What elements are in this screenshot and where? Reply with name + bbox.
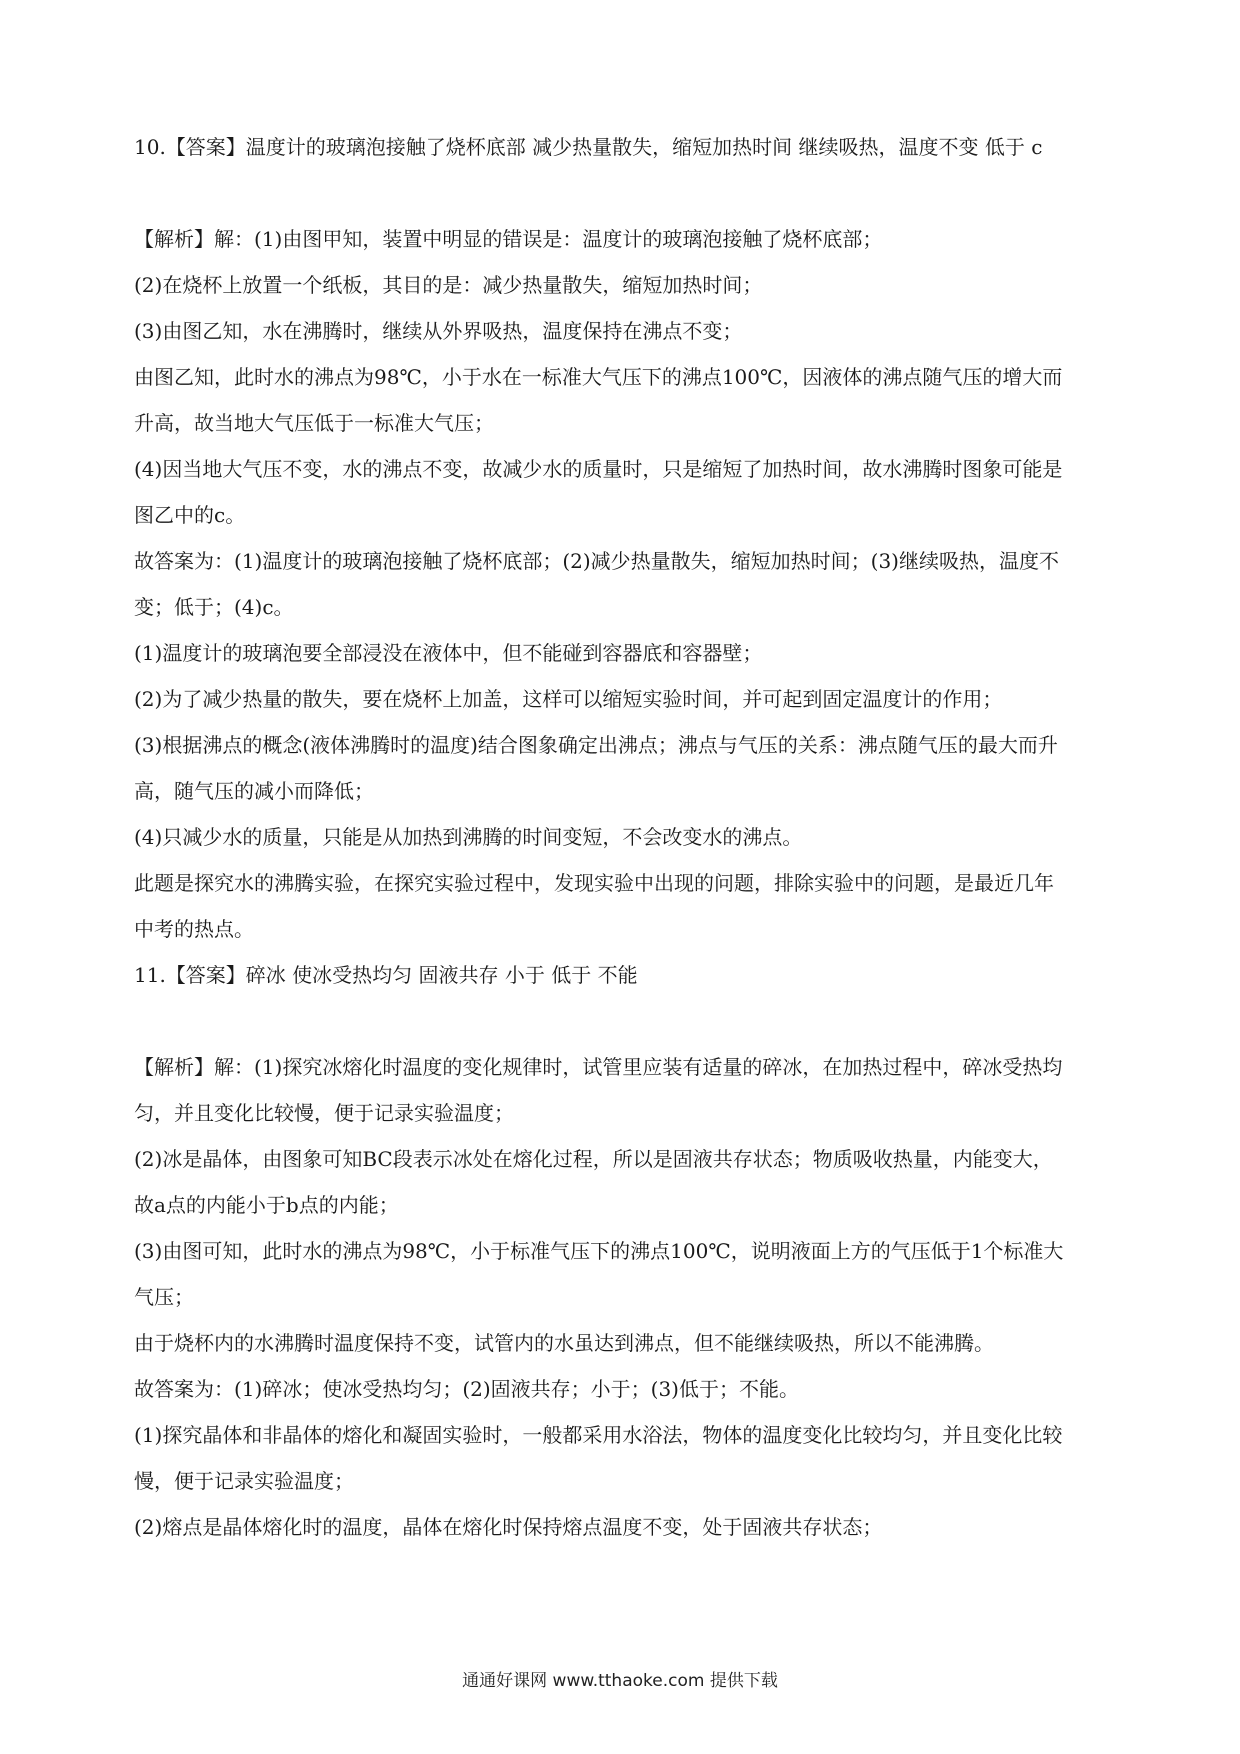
q10-analysis-line: (1)温度计的玻璃泡要全部浸没在液体中，但不能碰到容器底和容器壁； — [134, 641, 763, 665]
q10-analysis-line: (2)为了减少热量的散失，要在烧杯上加盖，这样可以缩短实验时间，并可起到固定温度计的作用； — [134, 687, 1003, 711]
q10-analysis-line: 升高，故当地大气压低于一标准大气压； — [134, 411, 494, 435]
q10-analysis-line: 变；低于；(4)c。 — [134, 595, 294, 619]
q10-analysis-line: (3)根据沸点的概念(液体沸腾时的温度)结合图象确定出沸点；沸点与气压的关系：沸点随气压的最大而升 — [134, 733, 1058, 757]
q11-analysis-line: (3)由图可知，此时水的沸点为98℃，小于标准气压下的沸点100℃，说明液面上方的气压低于1个标准大 — [134, 1239, 1064, 1263]
page-footer: 通通好课网 www.tthaoke.com 提供下载 — [462, 1671, 778, 1691]
q11-analysis-line: 匀，并且变化比较慢，便于记录实验温度； — [134, 1101, 514, 1125]
q10-analysis-line: (3)由图乙知，水在沸腾时，继续从外界吸热，温度保持在沸点不变； — [134, 319, 743, 343]
q10-analysis-line: (4)因当地大气压不变，水的沸点不变，故减少水的质量时，只是缩短了加热时间，故水沸腾时图象可能是 — [134, 457, 1063, 481]
q10-analysis-line: 故答案为：(1)温度计的玻璃泡接触了烧杯底部；(2)减少热量散失，缩短加热时间；(3)继续吸热，温度不 — [134, 549, 1059, 573]
q11-analysis-line: 由于烧杯内的水沸腾时温度保持不变，试管内的水虽达到沸点，但不能继续吸热，所以不能沸腾。 — [134, 1331, 994, 1355]
q11-analysis-line: 【解析】解：(1)探究冰熔化时温度的变化规律时，试管里应装有适量的碎冰，在加热过程中，碎冰受热均 — [134, 1055, 1063, 1079]
q11-analysis-line: 气压； — [134, 1285, 194, 1309]
q10-analysis-line: 【解析】解：(1)由图甲知，装置中明显的错误是：温度计的玻璃泡接触了烧杯底部； — [134, 227, 883, 251]
q11-analysis-line: (2)熔点是晶体熔化时的温度，晶体在熔化时保持熔点温度不变，处于固液共存状态； — [134, 1515, 883, 1539]
q11-analysis-line: 故a点的内能小于b点的内能； — [134, 1193, 399, 1217]
q10-analysis-line: 图乙中的c。 — [134, 503, 246, 527]
q10-analysis-line: 高，随气压的减小而降低； — [134, 779, 374, 803]
spacer — [134, 998, 1124, 1044]
q10-analysis-line: (4)只减少水的质量，只能是从加热到沸腾的时间变短，不会改变水的沸点。 — [134, 825, 803, 849]
page-content — [134, 124, 1124, 1550]
q11-analysis-line: 慢，便于记录实验温度； — [134, 1469, 354, 1493]
q10-analysis-line: 此题是探究水的沸腾实验，在探究实验过程中，发现实验中出现的问题，排除实验中的问题，是最近几年 — [134, 871, 1054, 895]
q10-analysis-line: 由图乙知，此时水的沸点为98℃，小于水在一标准大气压下的沸点100℃，因液体的沸点随气压的增大而 — [134, 365, 1063, 389]
q11-analysis-line: (1)探究晶体和非晶体的熔化和凝固实验时，一般都采用水浴法，物体的温度变化比较均匀，并且变化比较 — [134, 1423, 1063, 1447]
q10-analysis-line: (2)在烧杯上放置一个纸板，其目的是：减少热量散失，缩短加热时间； — [134, 273, 763, 297]
q11-analysis-line: (2)冰是晶体，由图象可知BC段表示冰处在熔化过程，所以是固液共存状态；物质吸收热量，内能变大， — [134, 1147, 1053, 1171]
q10-analysis-line: 中考的热点。 — [134, 917, 254, 941]
q10-answer-line: 10.【答案】温度计的玻璃泡接触了烧杯底部 减少热量散失，缩短加热时间 继续吸热，温度不变 低于 c — [134, 135, 1043, 159]
q11-analysis-line: 故答案为：(1)碎冰；使冰受热均匀；(2)固液共存；小于；(3)低于；不能。 — [134, 1377, 799, 1401]
spacer — [134, 170, 1124, 216]
q11-answer-line: 11.【答案】碎冰 使冰受热均匀 固液共存 小于 低于 不能 — [134, 963, 638, 987]
